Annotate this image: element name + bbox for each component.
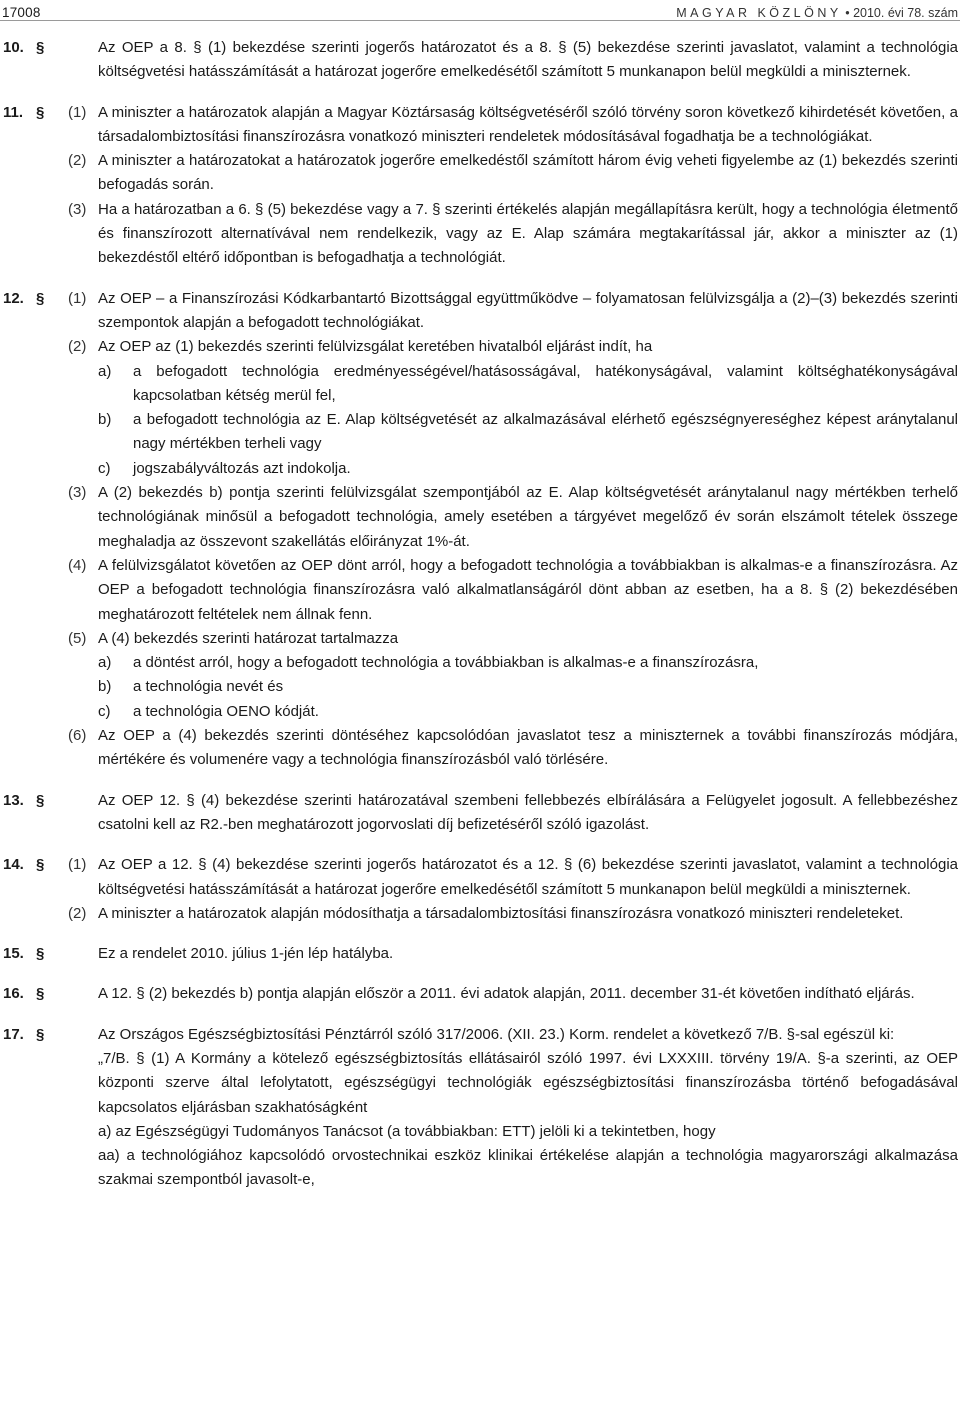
page-header (0, 0, 960, 30)
paragraph-number: (1) (68, 289, 87, 307)
point-item (98, 675, 958, 699)
section-16 (0, 982, 960, 1006)
point-item (98, 457, 958, 481)
paragraph (68, 198, 958, 271)
section-number: 11. (3, 103, 24, 121)
issue-separator: • (845, 6, 850, 20)
section-15 (0, 942, 960, 966)
quoted-point-a: a) az Egészségügyi Tudományos Tanácsot (a továbbiakban: ETT) jelöli ki a tekintetben, hogy (98, 1122, 716, 1140)
point-text: a technológia nevét és (133, 678, 284, 696)
section-12 (0, 287, 960, 773)
paragraph-text: A (4) bekezdés szerinti határozat tartalmazza (98, 629, 399, 647)
point-label: a) (98, 362, 112, 380)
point-item (98, 651, 958, 675)
section-10 (0, 36, 960, 85)
point-label: b) (98, 411, 112, 429)
paragraph (68, 481, 958, 554)
section-text: Az OEP a 8. § (1) bekezdése szerinti jogerős határozatot és a 8. § (5) bekezdése szerinti javaslatot, valamint a technológia költségvetési hatásszámítását a határozat jogerőre emelkedésétől számított 5 munkanapon belül megküldi a miniszternek. (98, 39, 958, 81)
section-symbol: § (36, 856, 45, 874)
paragraph (68, 627, 958, 724)
section-text: A 12. § (2) bekezdés b) pontja alapján először a 2011. évi adatok alapján, 2011. december 31-ét követően indítható eljárás. (98, 985, 915, 1003)
paragraph-number: (4) (68, 556, 87, 574)
paragraph (68, 287, 958, 336)
header-rule (0, 20, 960, 21)
paragraph-text: A felülvizsgálatot követően az OEP dönt arról, hogy a befogadott technológia a továbbiakban is alkalmas-e a finanszírozásra. Az OEP a befogadott technológia finanszírozásra való alkalmatlanságáról dönt abban az esetben, ha a 8. § (2) bekezdésében meghatározott feltételek nem állnak fenn. (98, 556, 958, 623)
paragraph (68, 101, 958, 150)
section-text: Ez a rendelet 2010. július 1-jén lép hatályba. (98, 945, 394, 963)
quoted-provision: „7/B. § (1) A Kormány a kötelező egészségbiztosítás ellátásairól szóló 1997. évi LXXXIII. törvény 19/A. §-a szerinti, az OEP központi szerve által lefolytatott, egészségügyi technológiák egészségbiztosítási finanszírozásba történő befogadásával kapcsolatos eljárásban szakhatóságként (98, 1049, 958, 1116)
paragraph-number: (1) (68, 103, 87, 121)
paragraph-text: A miniszter a határozatok alapján módosíthatja a társadalombiztosítási finanszírozásra vonatkozó miniszteri rendeleteket. (98, 904, 904, 922)
paragraph-number: (2) (68, 152, 87, 170)
quoted-point-aa: aa) a technológiához kapcsolódó orvostechnikai eszköz klinikai értékelése alapján a technológia magyarországi alkalmazása szakmai szempontból javasolt-e, (98, 1147, 958, 1189)
point-text: a döntést arról, hogy a befogadott technológia a továbbiakban is alkalmas-e a finanszírozásra, (133, 654, 759, 672)
paragraph-number: (1) (68, 856, 87, 874)
point-item (98, 700, 958, 724)
paragraph-text: Az OEP a 12. § (4) bekezdése szerinti jogerős határozatot és a 12. § (6) bekezdése szerinti javaslatot, valamint a technológia költségvetési hatásszámítását a határozat jogerőre emelkedésétől számított 5 munkanapon belül megküldi a miniszternek. (98, 856, 958, 898)
paragraph (68, 554, 958, 627)
paragraph-text: A miniszter a határozatok alapján a Magyar Köztársaság költségvetéséről szóló törvény soron következő kihirdetését követően, a társadalombiztosítási finanszírozásra vonatkozó miniszteri rendeletek módosításával fogadhatja be a technológiákat. (98, 103, 958, 145)
paragraph (68, 724, 958, 773)
section-symbol: § (36, 39, 45, 56)
paragraph (68, 149, 958, 198)
paragraph-text: Ha a határozatban a 6. § (5) bekezdése vagy a 7. § szerinti értékelés alapján megállapításra került, hogy a technológia életmentő és finanszírozott alternatívával nem rendelkezik, vagy az E. Alap számára megtakarítással jár, akkor a miniszter az (1) bekezdéstől eltérő időpontban is befogadhatja a technológiát. (98, 200, 958, 267)
point-label: c) (98, 702, 111, 720)
point-text: a befogadott technológia eredményességével/hatásosságával, hatékonyságával, valamint költséghatékonyságával kapcsolatban kétség merül fel, (133, 362, 958, 404)
paragraph-text: Az OEP a (4) bekezdés szerinti döntéséhez kapcsolódóan javaslatot tesz a miniszternek a további finanszírozás módjára, mértékére és volumenére vagy a technológia finanszírozásból való törlésére. (98, 727, 958, 769)
issue-info: 2010. évi 78. szám (853, 6, 958, 20)
paragraph-number: (3) (68, 484, 87, 502)
paragraph-number: (3) (68, 200, 87, 218)
section-intro: Az Országos Egészségbiztosítási Pénztárról szóló 317/2006. (XII. 23.) Korm. rendelet a következő 7/B. §-sal egészül ki: (98, 1025, 895, 1043)
section-13 (0, 789, 960, 838)
section-symbol: § (36, 791, 45, 809)
section-symbol: § (36, 985, 45, 1003)
paragraph-text: A miniszter a határozatokat a határozatok jogerőre emelkedéstől számított három évig veheti figyelembe az (1) bekezdés szerinti befogadás során. (98, 152, 958, 194)
section-number: 13. (3, 791, 24, 809)
paragraph-text: Az OEP – a Finanszírozási Kódkarbantartó Bizottsággal együttműködve – folyamatosan felülvizsgálja a (2)–(3) bekezdés szerinti szempontok alapján a befogadott technológiákat. (98, 289, 958, 331)
point-label: a) (98, 654, 112, 672)
journal-title: MAGYAR KÖZLÖNY (676, 6, 842, 20)
page-number: 17008 (2, 5, 41, 20)
section-17 (0, 1023, 960, 1193)
paragraph (68, 335, 958, 481)
section-number: 17. (3, 1025, 24, 1043)
point-text: jogszabályváltozás azt indokolja. (133, 459, 351, 477)
point-label: c) (98, 459, 111, 477)
point-text: a technológia OENO kódját. (133, 702, 319, 720)
document-body (0, 36, 960, 1193)
section-symbol: § (36, 103, 45, 121)
paragraph-text: A (2) bekezdés b) pontja szerinti felülvizsgálat szempontjából az E. Alap költségvetését aránytalanul nagy mértékben terhelő technológiának minősül a befogadott technológia, amely esetében a tárgyévet megelőző év során elszámolt tételek összege meghaladja az összevont szakellátás előirányzat 1%-át. (98, 484, 958, 550)
paragraph-text: Az OEP az (1) bekezdés szerinti felülvizsgálat keretében hivatalból eljárást indít, ha (98, 338, 653, 356)
paragraph-number: (2) (68, 904, 87, 922)
section-number: 12. (3, 289, 24, 307)
running-head (676, 1, 958, 25)
section-number: 16. (3, 985, 24, 1003)
point-item (98, 408, 958, 457)
section-symbol: § (36, 289, 45, 307)
section-14 (0, 853, 960, 926)
point-item (98, 360, 958, 409)
paragraph (68, 853, 958, 902)
section-text: Az OEP 12. § (4) bekezdése szerinti határozatával szembeni fellebbezés elbírálására a Felügyelet jogosult. A fellebbezéshez csatolni kell az R2.-ben meghatározott jogorvoslati díj befizetéséről szóló igazolást. (98, 791, 958, 833)
section-number: 10. (3, 39, 24, 56)
section-11 (0, 101, 960, 271)
paragraph-number: (2) (68, 338, 87, 356)
section-number: 15. (3, 945, 24, 963)
paragraph-number: (5) (68, 629, 87, 647)
paragraph-number: (6) (68, 727, 87, 745)
section-symbol: § (36, 945, 45, 963)
paragraph (68, 902, 958, 926)
point-label: b) (98, 678, 112, 696)
point-text: a befogadott technológia az E. Alap költségvetését az alkalmazásával elérhető egészségnyereséghez képest aránytalanul nagy mértékben terheli vagy (133, 411, 958, 453)
section-number: 14. (3, 856, 24, 874)
section-symbol: § (36, 1025, 45, 1043)
